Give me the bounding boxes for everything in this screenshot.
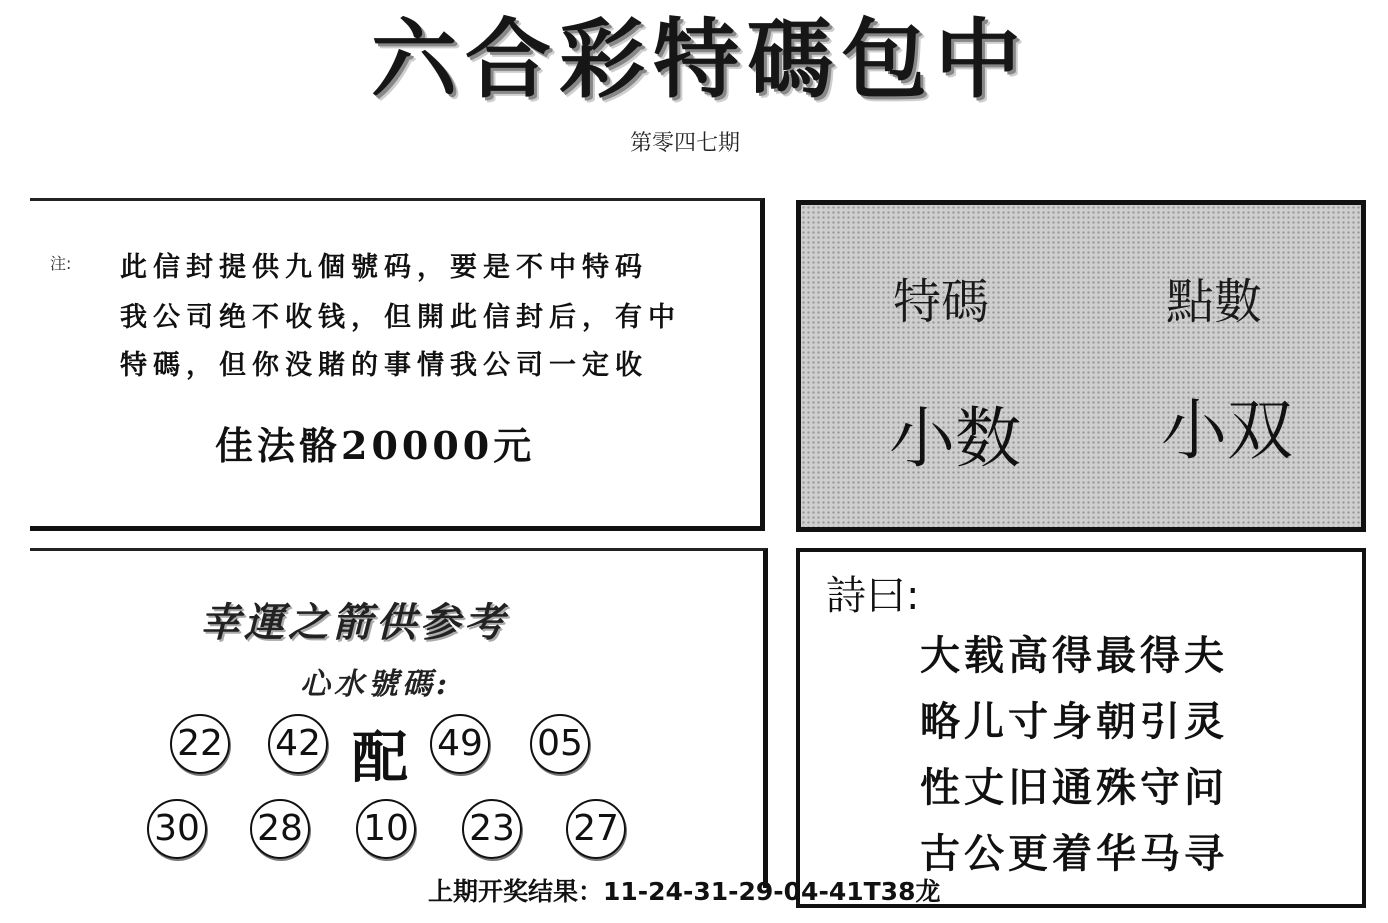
lucky-subtitle: 心水號碼: <box>300 667 452 702</box>
number-ball: 42 <box>268 714 328 774</box>
number-ball: 05 <box>530 714 590 774</box>
note-line: 我公司绝不收钱，但開此信封后，有中 <box>120 302 681 333</box>
poem-panel <box>796 548 1366 908</box>
notice-panel <box>30 198 765 531</box>
lucky-numbers-panel <box>30 548 768 888</box>
points-value: 小双 <box>1161 392 1293 469</box>
penalty-text: 佳法骼20000元 <box>215 423 536 468</box>
note-line: 此信封提供九個號码，要是不中特码 <box>120 252 648 283</box>
points-label: 點數 <box>1166 274 1263 330</box>
poem-line: 古公更着华马寻 <box>920 830 1228 877</box>
number-ball: 22 <box>170 714 230 774</box>
page-title: 六合彩特碼包中 <box>371 9 1029 110</box>
poem-line: 性丈旧通殊守问 <box>920 764 1228 811</box>
number-ball: 10 <box>356 799 416 859</box>
special-code-label: 特碼 <box>893 274 990 330</box>
number-ball: 28 <box>250 799 310 859</box>
pair-character: 配 <box>352 725 408 791</box>
issue-number: 第零四七期 <box>629 131 740 156</box>
number-ball: 27 <box>566 799 626 859</box>
number-ball: 23 <box>462 799 522 859</box>
number-ball: 30 <box>147 799 207 859</box>
note-line: 特碼，但你没賭的事情我公司一定收 <box>120 350 648 381</box>
poem-label: 詩曰: <box>826 573 920 619</box>
last-draw-result: 上期开奖结果：11-24-31-29-04-41T38龙 <box>428 877 941 906</box>
poem-line: 略儿寸身朝引灵 <box>920 698 1228 745</box>
note-mark: 注: <box>50 254 72 273</box>
lucky-title: 幸運之箭供参考 <box>200 599 508 646</box>
number-ball: 49 <box>430 714 490 774</box>
special-code-panel <box>796 200 1366 532</box>
poem-line: 大载高得最得夫 <box>920 632 1228 679</box>
special-code-value: 小数 <box>889 400 1021 477</box>
